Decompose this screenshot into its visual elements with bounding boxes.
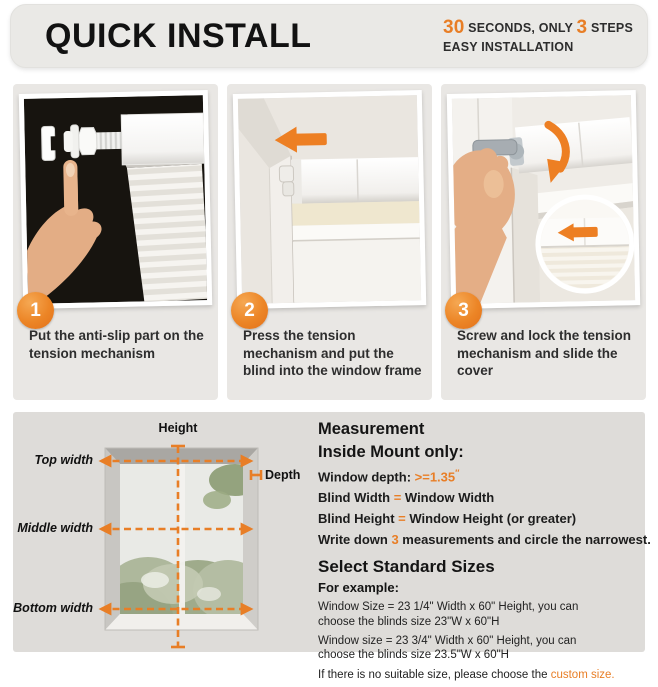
inside-mount-subtitle: Inside Mount only: xyxy=(318,443,464,461)
headrail xyxy=(291,157,419,204)
tagline-seconds-number: 30 xyxy=(442,17,465,39)
custom-size-period: . xyxy=(611,668,615,681)
page-title: QUICK INSTALL xyxy=(45,16,312,55)
depth-unit: ″ xyxy=(455,468,460,478)
blind-height-text: Blind Height xyxy=(318,511,399,527)
step-2-number-badge xyxy=(231,292,268,329)
tagline-steps-number: 3 xyxy=(576,17,588,39)
middle-width-label: Middle width xyxy=(17,521,93,535)
window-depth-line xyxy=(318,468,642,484)
blind-height-line xyxy=(318,511,642,526)
step-3-panel xyxy=(441,84,646,400)
equals-sign: = xyxy=(393,490,402,506)
write-down-rest: measurements and circle the narrowest. xyxy=(398,532,651,548)
height-label: Height xyxy=(158,421,198,435)
tagline-line1 xyxy=(443,16,633,40)
depth-label: Depth xyxy=(265,468,301,482)
headrail xyxy=(121,113,204,165)
header-tagline xyxy=(443,16,633,55)
tagline-line2: EASY INSTALLATION xyxy=(442,40,574,55)
step-3-number: 3 xyxy=(458,299,469,321)
size-example-2: Window size = 23 3/4" Width x 60" Height, you can choose the blinds size 23.5"W x 60"H xyxy=(318,635,577,662)
step-3-photo xyxy=(447,90,640,309)
write-down-line xyxy=(318,532,651,548)
step-1-number-badge xyxy=(17,292,54,329)
step-1-photo xyxy=(19,90,212,309)
custom-size-prefix: If there is no suitable size, please choose the xyxy=(318,668,551,681)
step-2-photo xyxy=(233,90,426,309)
depth-prefix: Window depth: xyxy=(318,469,415,485)
step-1-panel xyxy=(13,84,218,400)
window-width-text: Window Width xyxy=(401,490,495,506)
step-1-caption: Put the anti-slip part on the tension mechanism xyxy=(29,328,204,361)
step-2-number: 2 xyxy=(244,299,255,321)
step-1-illustration xyxy=(24,95,207,304)
for-example-label: For example: xyxy=(318,580,399,596)
anti-slip-part xyxy=(41,126,57,160)
header-banner xyxy=(10,4,648,68)
custom-size-line xyxy=(318,668,642,682)
step-2-panel xyxy=(227,84,432,400)
shade-band xyxy=(292,201,419,226)
window-measurement-diagram xyxy=(13,412,318,652)
measurement-title: Measurement xyxy=(318,420,425,438)
step-2-illustration xyxy=(238,95,421,304)
equals-sign: = xyxy=(398,511,406,527)
bottom-width-label: Bottom width xyxy=(13,601,93,615)
step-3-number-badge xyxy=(445,292,482,329)
blind-width-line xyxy=(318,490,642,505)
write-down-number: 3 xyxy=(391,532,399,548)
write-down-text: Write down xyxy=(318,532,392,548)
frame-post xyxy=(511,167,540,303)
step-3-illustration xyxy=(452,95,635,304)
size-example-1: Window Size = 23 1/4" Width x 60" Height, you can choose the blinds size 23"W x 60"H xyxy=(318,601,579,628)
depth-value: >=1.35 xyxy=(414,469,456,485)
step-2-caption: Press the tension mechanism and put the blind into the window frame xyxy=(243,328,422,379)
blind-width-text: Blind Width xyxy=(318,490,394,506)
custom-size-text: custom size xyxy=(550,668,612,681)
step-3-caption: Screw and lock the tension mechanism and slide the cover xyxy=(457,328,632,379)
slide-cover-inset xyxy=(537,196,633,292)
measurement-section xyxy=(13,412,651,681)
tagline-end-text: STEPS xyxy=(587,21,633,36)
top-width-label: Top width xyxy=(34,453,93,467)
step-1-number: 1 xyxy=(30,299,41,321)
measurement-info xyxy=(318,416,651,687)
tagline-mid-text: SECONDS, ONLY xyxy=(464,21,577,36)
select-sizes-title: Select Standard Sizes xyxy=(318,557,495,577)
window-height-text: Window Height (or greater) xyxy=(405,511,577,527)
